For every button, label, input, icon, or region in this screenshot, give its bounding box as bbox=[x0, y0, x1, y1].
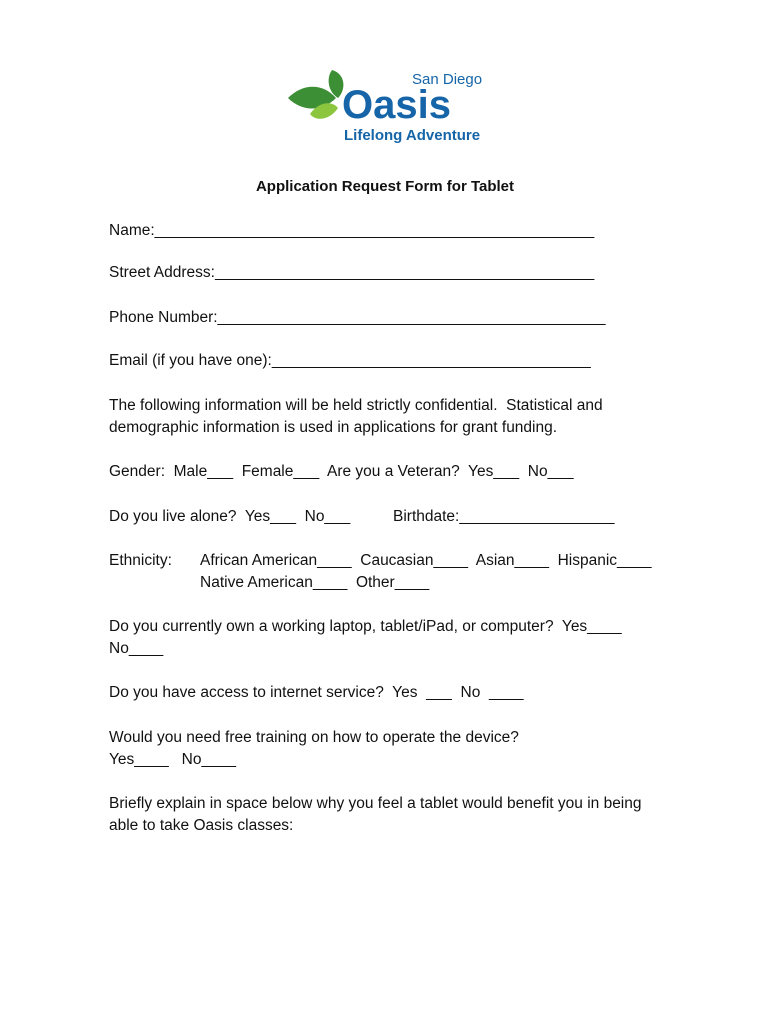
oasis-logo-graphic bbox=[284, 62, 494, 148]
gender-veteran-line[interactable]: Gender: Male___ Female___ Are you a Veteran? Yes___ No___ bbox=[109, 463, 574, 480]
explain-prompt-1: Briefly explain in space below why you feel a tablet would benefit you in being bbox=[109, 795, 642, 812]
form-title: Application Request Form for Tablet bbox=[255, 178, 515, 195]
internet-access-question[interactable]: Do you have access to internet service? Yes ___ No ____ bbox=[109, 684, 524, 701]
birthdate-field-line[interactable]: Birthdate:__________________ bbox=[393, 508, 615, 525]
logo-name: Oasis bbox=[342, 83, 451, 127]
own-device-question-2[interactable]: No____ bbox=[109, 640, 164, 657]
confidential-text-1: The following information will be held strictly confidential. Statistical and bbox=[109, 397, 603, 414]
ethnicity-label: Ethnicity: bbox=[109, 552, 172, 569]
oasis-logo bbox=[284, 62, 494, 148]
live-alone-line[interactable]: Do you live alone? Yes___ No___ bbox=[109, 508, 351, 525]
own-device-question-1[interactable]: Do you currently own a working laptop, tablet/iPad, or computer? Yes____ bbox=[109, 618, 622, 635]
logo-tagline: Lifelong Adventure bbox=[344, 127, 481, 144]
explain-prompt-2: able to take Oasis classes: bbox=[109, 817, 294, 834]
ethnicity-options-row-1[interactable]: African American____ Caucasian____ Asian____ Hispanic____ bbox=[200, 552, 652, 569]
confidential-text-2: demographic information is used in applications for grant funding. bbox=[109, 419, 558, 436]
email-field-line[interactable]: Email (if you have one):_____________________________________ bbox=[109, 352, 591, 369]
name-field-line[interactable]: Name:___________________________________________________ bbox=[109, 222, 595, 239]
training-question-2[interactable]: Yes____ No____ bbox=[109, 751, 236, 768]
street-address-field-line[interactable]: Street Address:____________________________________________ bbox=[109, 264, 595, 281]
training-question-1: Would you need free training on how to operate the device? bbox=[109, 729, 519, 746]
ethnicity-options-row-2[interactable]: Native American____ Other____ bbox=[200, 574, 430, 591]
phone-number-field-line[interactable]: Phone Number:_____________________________________________ bbox=[109, 309, 606, 326]
logo-region: San Diego bbox=[412, 71, 483, 88]
